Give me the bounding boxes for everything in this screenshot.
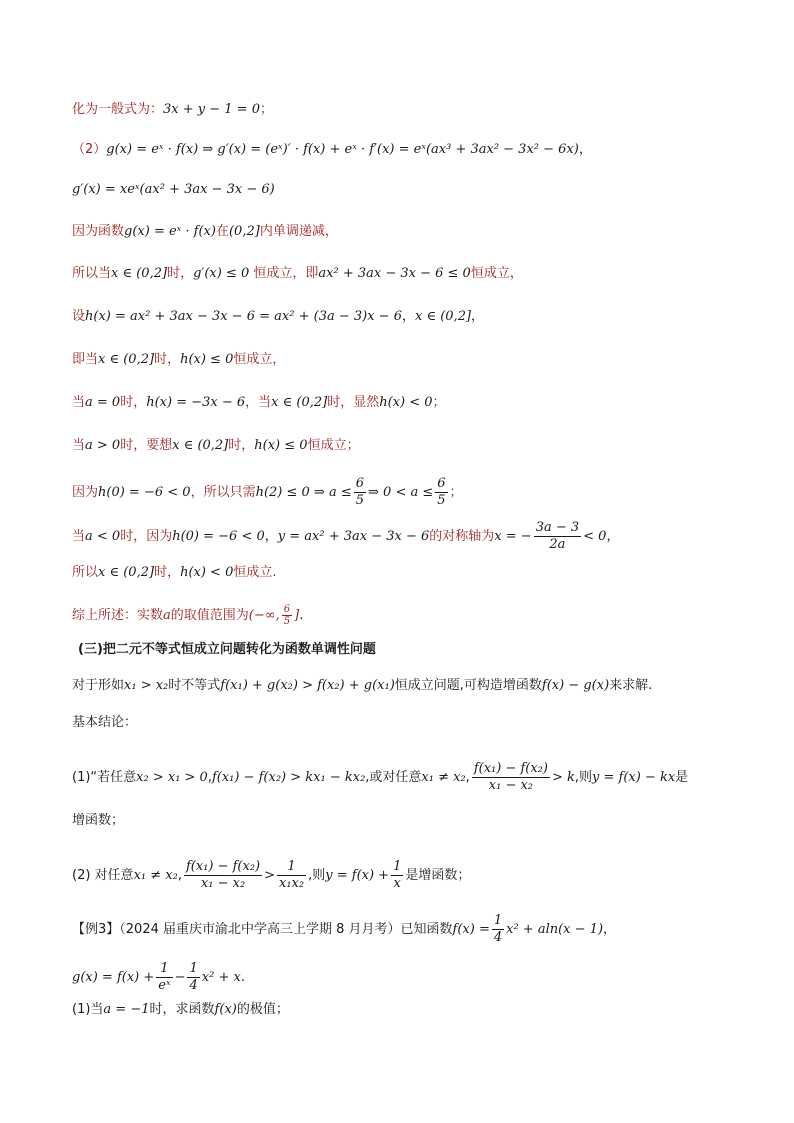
fraction: $\frac{6}{5}$: [437, 476, 446, 508]
line-case-a-negative: 当a < 0时，因为h(0) = −6 < 0，y = ax² + 3ax − 3x − 6的对称轴为x = − $\frac{3a - 3}{2a}$ < 0，: [72, 520, 620, 552]
line-h-negative: 所以x ∈ (0,2]时，h(x) < 0恒成立.: [72, 565, 277, 580]
fraction: $\frac{3a - 3}{2a}$: [535, 520, 580, 552]
line-conclusion-1: (1)“若任意x₂ > x₁ > 0,f(x₁) − f(x₂) > kx₁ − kx₂,或对任意x₁ ≠ x₂, $\frac{\text{f(x₁) − f(x₂)}}{\text{x₁ − x₂}}$ > k,则y = f(x) − kx是: [72, 761, 689, 793]
fraction: $\frac{1}{4}$: [189, 961, 198, 993]
line-case-a-positive: 当a > 0时，要想x ∈ (0,2]时，h(x) ≤ 0恒成立；: [72, 438, 360, 453]
line-h0-condition: 因为h(0) = −6 < 0，所以只需h(2) ≤ 0 ⇒ a ≤ $\frac{6}{5}$ ⇒ 0 < a ≤ $\frac{6}{5}$ ；: [72, 476, 463, 508]
line-always-holds: 所以当x ∈ (0,2]时，g′(x) ≤ 0 恒成立，即ax² + 3ax − 3x − 6 ≤ 0恒成立，: [72, 266, 523, 281]
fraction: $\frac{1}{\text{eˣ}}$: [158, 961, 171, 993]
line-case-a-zero: 当a = 0时，h(x) = −3x − 6，当x ∈ (0,2]时，显然h(x) < 0；: [72, 395, 446, 410]
fraction: $\frac{6}{5}$: [355, 476, 365, 508]
line-conclusion: 综上所述：实数a的取值范围为(−∞, $\frac{6}{5}$ ].: [72, 604, 304, 627]
line-define-g: g(x) = f(x) + $\frac{1}{\text{eˣ}}$ − $\frac{1}{4}$ x² + x.: [72, 961, 245, 993]
fraction: $\frac{\text{f(x₁) − f(x₂)}}{\text{x₁ − x₂}}$: [473, 761, 548, 793]
fraction: $\frac{1}{\text{x₁x₂}}$: [279, 859, 305, 891]
fraction: $\frac{\text{f(x₁) − f(x₂)}}{\text{x₁ − x₂}}$: [185, 859, 261, 891]
fraction: $\frac{6}{5}$: [283, 604, 291, 627]
fraction: $\frac{1}{x}$: [393, 859, 402, 891]
section-heading: (三)把二元不等式恒成立问题转化为函数单调性问题: [78, 642, 376, 657]
line-question-1: (1)当a = −1时，求函数f(x)的极值；: [72, 1002, 289, 1017]
line-monotonic-decrease: 因为函数g(x) = eˣ · f(x)在(0,2]内单调递减，: [72, 224, 338, 239]
line-increasing-function: 增函数；: [72, 813, 125, 828]
line-h-nonpositive: 即当x ∈ (0,2]时，h(x) ≤ 0恒成立，: [72, 352, 286, 367]
line-define-h: 设h(x) = ax² + 3ax − 3x − 6 = ax² + (3a − 3)x − 6，x ∈ (0,2]，: [72, 309, 485, 324]
fraction: $\frac{1}{4}$: [493, 913, 503, 945]
line-construct-increasing: 对于形如x₁ > x₂时不等式f(x₁) + g(x₂) > f(x₂) + g(x₁)恒成立问题,可构造增函数f(x) − g(x)来求解.: [72, 678, 653, 693]
line-g-prime: g′(x) = xeˣ(ax² + 3ax − 3x − 6): [72, 182, 275, 197]
line-basic-conclusion: 基本结论：: [72, 715, 138, 730]
line-example-3: 【例3】（2024 届重庆市渝北中学高三上学期 8 月月考）已知函数f(x) = $\frac{1}{4}$ x² + aln(x − 1)，: [72, 913, 617, 945]
line-part2-derivative: （2）g(x) = eˣ · f(x) ⇒ g′(x) = (eˣ)′ · f(x) + eˣ · f′(x) = eˣ(ax³ + 3ax² − 3x² − 6x)，: [72, 142, 592, 157]
line-conclusion-2: (2) 对任意x₁ ≠ x₂, $\frac{\text{f(x₁) − f(x₂)}}{\text{x₁ − x₂}}$ > $\frac{1}{\text{x₁x₂}}$ ,则y = f(x) + $\frac{1}{x}$ 是增函数；: [72, 859, 471, 891]
line-general-form: 化为一般式为：3x + y − 1 = 0；: [72, 102, 273, 117]
